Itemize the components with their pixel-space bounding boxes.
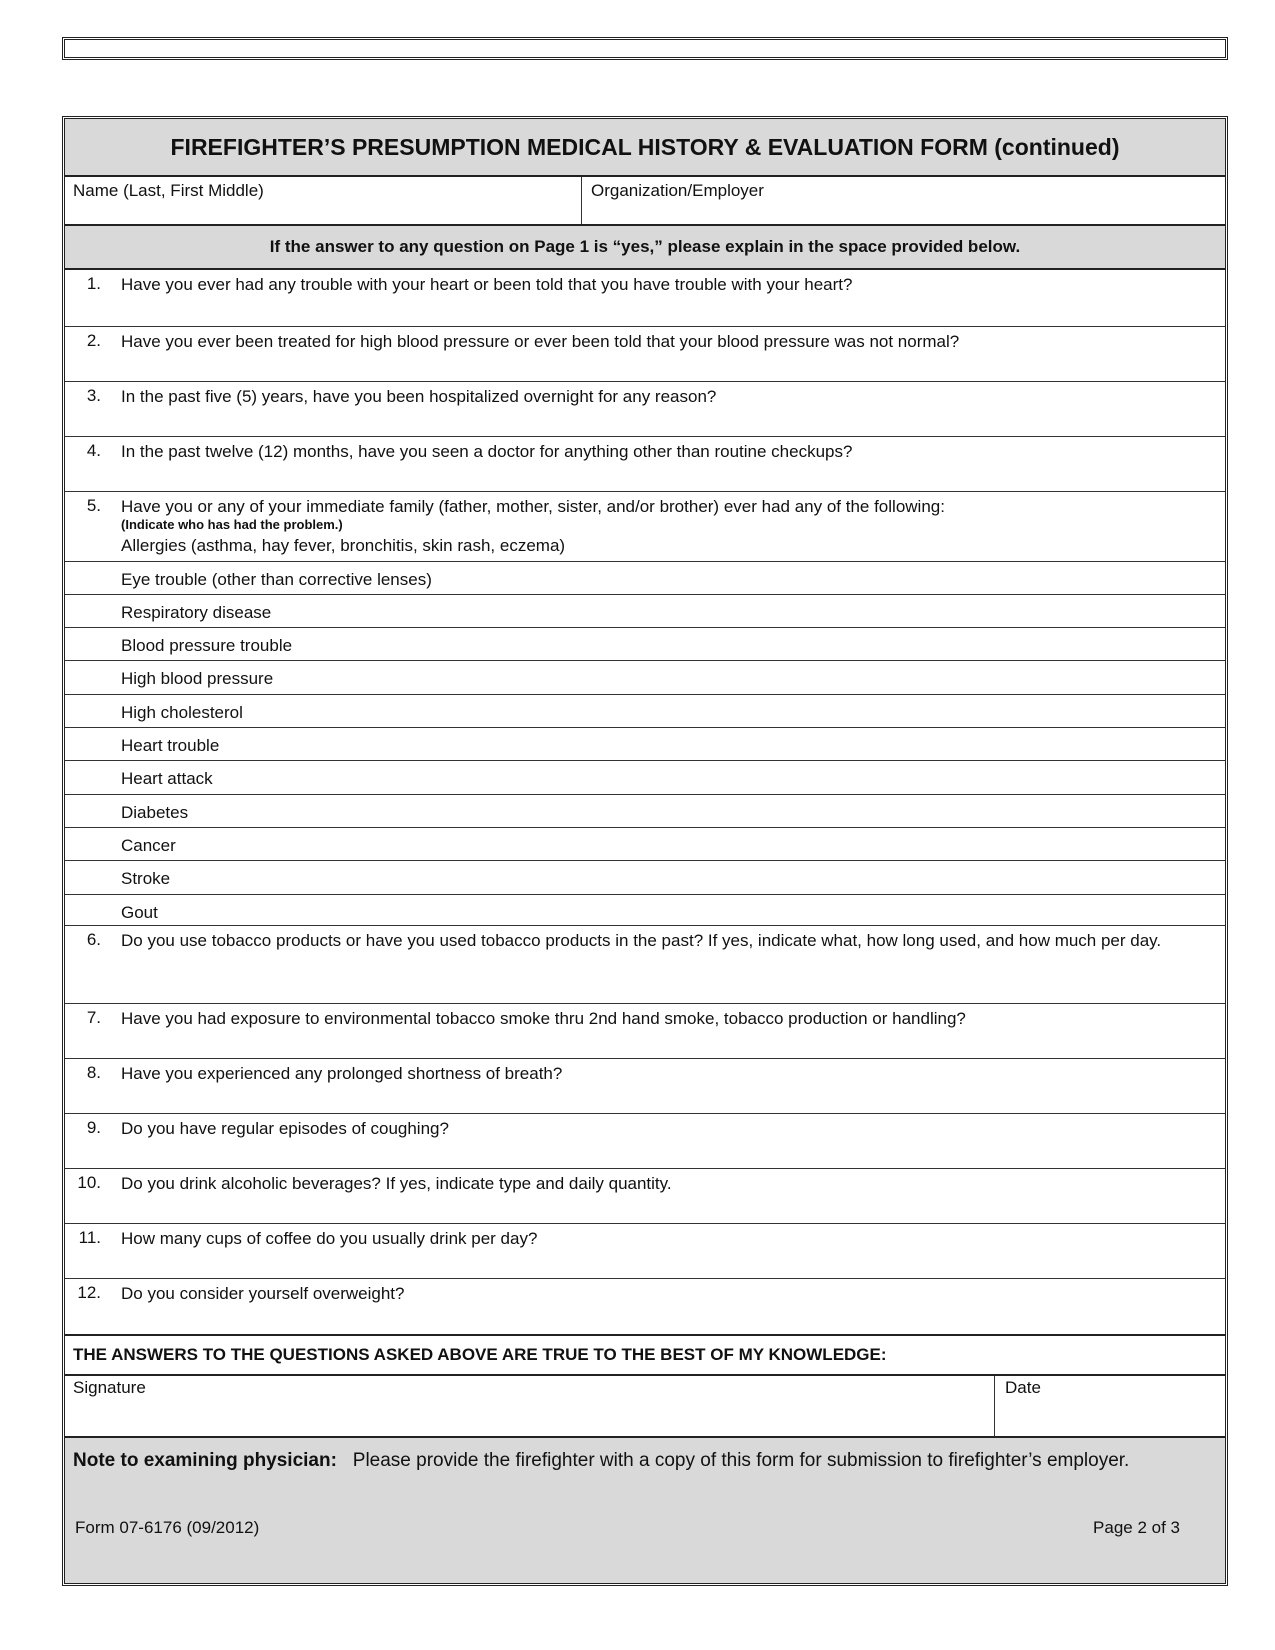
question-row-6[interactable] xyxy=(65,926,1225,1004)
condition-row[interactable] xyxy=(65,661,1225,695)
signature-row xyxy=(65,1376,1225,1436)
affirmation-statement: THE ANSWERS TO THE QUESTIONS ASKED ABOVE ARE TRUE TO THE BEST OF MY KNOWLEDGE: xyxy=(65,1334,1225,1376)
instruction-banner: If the answer to any question on Page 1 is “yes,” please explain in the space provided below. xyxy=(65,224,1225,270)
question-text: Do you drink alcoholic beverages? If yes, indicate type and daily quantity. xyxy=(121,1174,672,1193)
top-border-box xyxy=(62,37,1228,60)
question-number: 4. xyxy=(86,441,101,460)
question-text: Do you use tobacco products or have you used tobacco products in the past? If yes, indicate what, how long used, and how much per day. xyxy=(121,931,1162,950)
condition-row[interactable] xyxy=(65,628,1225,661)
question-text: Have you had exposure to environmental tobacco smoke thru 2nd hand smoke, tobacco production or handling? xyxy=(121,1009,966,1028)
question-number: 11. xyxy=(78,1228,101,1247)
condition-item: Gout xyxy=(121,903,158,922)
question-number: 2. xyxy=(86,331,101,350)
condition-item: Allergies (asthma, hay fever, bronchitis, skin rash, eczema) xyxy=(121,536,566,555)
condition-row[interactable] xyxy=(65,861,1225,895)
question-text: Do you have regular episodes of coughing? xyxy=(121,1119,449,1138)
condition-item: Respiratory disease xyxy=(121,603,272,622)
condition-row[interactable] xyxy=(65,595,1225,628)
question-row-1[interactable] xyxy=(65,270,1225,327)
date-label: Date xyxy=(1005,1378,1041,1397)
question-row-4[interactable] xyxy=(65,437,1225,492)
form-id: Form 07-6176 (09/2012) xyxy=(75,1518,260,1537)
question-row-12[interactable] xyxy=(65,1279,1225,1334)
condition-row[interactable] xyxy=(65,728,1225,761)
question-text: How many cups of coffee do you usually drink per day? xyxy=(121,1229,538,1248)
condition-row[interactable] xyxy=(65,828,1225,861)
question-text: Have you or any of your immediate family (father, mother, sister, and/or brother) ever had any of the following: xyxy=(121,497,945,516)
org-label: Organization/Employer xyxy=(591,181,764,200)
question-number: 6. xyxy=(86,930,101,949)
question-text: Have you experienced any prolonged shortness of breath? xyxy=(121,1064,563,1083)
condition-item: High blood pressure xyxy=(121,669,274,688)
question-row-9[interactable] xyxy=(65,1114,1225,1169)
condition-item: Heart attack xyxy=(121,769,213,788)
physician-note xyxy=(65,1436,1225,1583)
condition-row[interactable] xyxy=(65,895,1225,926)
signature-label: Signature xyxy=(73,1378,146,1397)
question-row-2[interactable] xyxy=(65,327,1225,382)
divider xyxy=(581,177,582,230)
question-number: 7. xyxy=(86,1008,101,1027)
condition-row[interactable] xyxy=(65,761,1225,795)
question-row-3[interactable] xyxy=(65,382,1225,437)
question-number: 1. xyxy=(86,274,101,293)
question-row-11[interactable] xyxy=(65,1224,1225,1279)
question-row-7[interactable] xyxy=(65,1004,1225,1059)
divider xyxy=(994,1376,995,1436)
condition-item: Diabetes xyxy=(121,803,189,822)
name-org-row xyxy=(65,177,1225,231)
condition-item: High cholesterol xyxy=(121,703,243,722)
condition-row[interactable] xyxy=(65,795,1225,828)
page-number: Page 2 of 3 xyxy=(1093,1518,1180,1537)
condition-item: Eye trouble (other than corrective lenses) xyxy=(121,570,432,589)
question-number: 3. xyxy=(86,386,101,405)
note-text: Please provide the firefighter with a copy of this form for submission to firefighter’s employer. xyxy=(352,1450,1130,1471)
condition-row[interactable] xyxy=(65,695,1225,728)
question-number: 8. xyxy=(86,1063,101,1082)
question-text: Have you ever been treated for high blood pressure or ever been told that your blood pressure was not normal? xyxy=(121,332,960,351)
note-label: Note to examining physician: xyxy=(73,1450,337,1471)
condition-row[interactable] xyxy=(65,562,1225,595)
question-text: Do you consider yourself overweight? xyxy=(121,1284,405,1303)
question-text: Have you ever had any trouble with your heart or been told that you have trouble with your heart? xyxy=(121,275,853,294)
condition-item: Stroke xyxy=(121,869,171,888)
question-row-5[interactable] xyxy=(65,492,1225,562)
question-number: 5. xyxy=(86,496,101,515)
question-row-10[interactable] xyxy=(65,1169,1225,1224)
condition-item: Cancer xyxy=(121,836,176,855)
question-text: In the past twelve (12) months, have you seen a doctor for anything other than routine checkups? xyxy=(121,442,853,461)
question-text: In the past five (5) years, have you been hospitalized overnight for any reason? xyxy=(121,387,717,406)
form-title: FIREFIGHTER’S PRESUMPTION MEDICAL HISTORY & EVALUATION FORM (continued) xyxy=(65,119,1225,177)
condition-item: Heart trouble xyxy=(121,736,220,755)
question-subtext: (Indicate who has had the problem.) xyxy=(121,517,343,532)
question-row-8[interactable] xyxy=(65,1059,1225,1114)
medical-history-form xyxy=(62,116,1228,1586)
condition-item: Blood pressure trouble xyxy=(121,636,293,655)
question-number: 10. xyxy=(77,1173,101,1192)
name-label: Name (Last, First Middle) xyxy=(73,181,264,200)
question-number: 12. xyxy=(77,1283,101,1302)
question-number: 9. xyxy=(86,1118,101,1137)
